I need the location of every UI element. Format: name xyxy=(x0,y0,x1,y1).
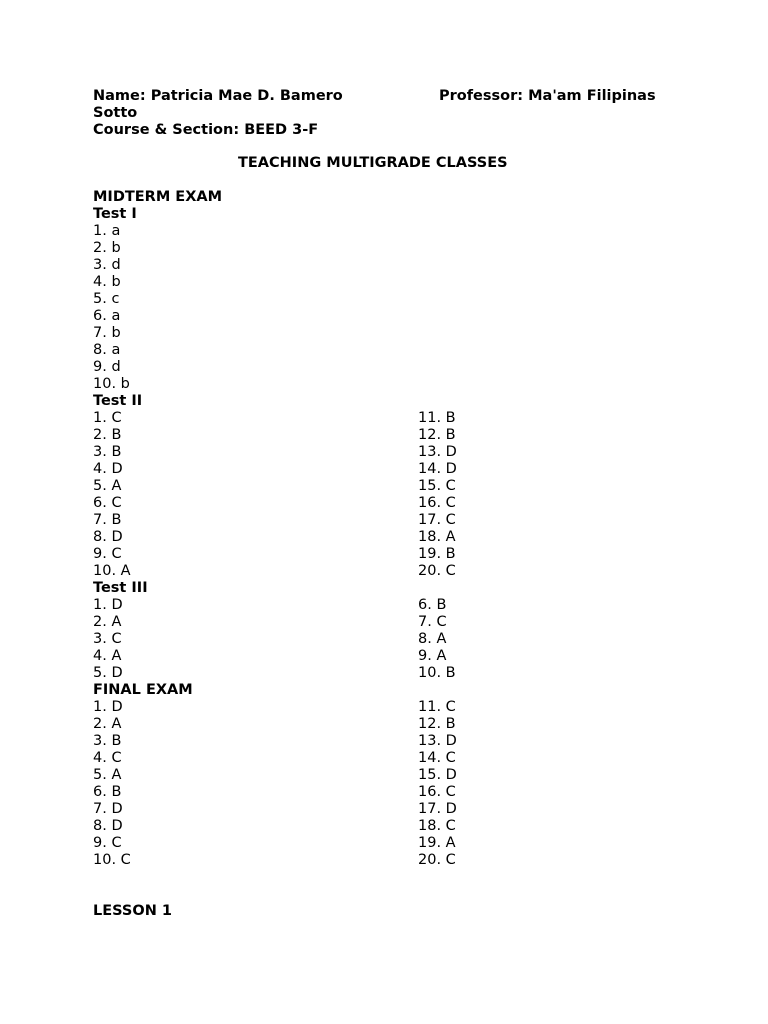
answer-item: 10. B xyxy=(418,665,456,681)
answer-item: 3. C xyxy=(93,631,122,647)
answer-item: 1. D xyxy=(93,597,123,613)
answer-item: 14. D xyxy=(418,461,457,477)
answer-item: 3. B xyxy=(93,733,122,749)
answer-item: 3. B xyxy=(93,444,122,460)
course-section: Course & Section: BEED 3-F xyxy=(93,122,319,138)
answer-item: 4. D xyxy=(93,461,123,477)
answer-item: 7. D xyxy=(93,801,123,817)
professor-name-continued: Sotto xyxy=(93,105,138,121)
answer-item: 5. D xyxy=(93,665,123,681)
lesson-heading: LESSON 1 xyxy=(93,903,172,919)
answer-item: 18. A xyxy=(418,529,456,545)
answer-item: 20. C xyxy=(418,852,456,868)
answer-item: 8. a xyxy=(93,342,121,358)
answer-item: 9. A xyxy=(418,648,447,664)
answer-item: 4. b xyxy=(93,274,121,290)
answer-item: 19. A xyxy=(418,835,456,851)
answer-item: 5. c xyxy=(93,291,120,307)
answer-item: 17. C xyxy=(418,512,456,528)
answer-item: 9. C xyxy=(93,835,122,851)
answer-item: 5. A xyxy=(93,767,122,783)
answer-item: 6. B xyxy=(418,597,447,613)
answer-item: 10. b xyxy=(93,376,130,392)
answer-item: 9. d xyxy=(93,359,121,375)
answer-item: 7. b xyxy=(93,325,121,341)
answer-item: 6. a xyxy=(93,308,121,324)
answer-item: 20. C xyxy=(418,563,456,579)
answer-item: 1. D xyxy=(93,699,123,715)
answer-item: 8. D xyxy=(93,529,123,545)
answer-item: 13. D xyxy=(418,444,457,460)
student-name: Name: Patricia Mae D. Bamero xyxy=(93,88,343,104)
answer-item: 13. D xyxy=(418,733,457,749)
answer-item: 4. A xyxy=(93,648,122,664)
answer-item: 1. C xyxy=(93,410,122,426)
answer-item: 7. B xyxy=(93,512,122,528)
answer-item: 6. C xyxy=(93,495,122,511)
answer-item: 12. B xyxy=(418,716,456,732)
answer-item: 15. C xyxy=(418,478,456,494)
answer-item: 10. A xyxy=(93,563,131,579)
answer-item: 1. a xyxy=(93,223,121,239)
answer-item: 17. D xyxy=(418,801,457,817)
answer-item: 8. A xyxy=(418,631,447,647)
answer-item: 16. C xyxy=(418,495,456,511)
answer-item: 11. B xyxy=(418,410,456,426)
test2-heading: Test II xyxy=(93,393,143,409)
test3-heading: Test III xyxy=(93,580,148,596)
answer-item: 14. C xyxy=(418,750,456,766)
professor-name: Professor: Ma'am Filipinas xyxy=(439,88,656,104)
final-exam-heading: FINAL EXAM xyxy=(93,682,193,698)
document-title: TEACHING MULTIGRADE CLASSES xyxy=(238,155,508,171)
answer-item: 19. B xyxy=(418,546,456,562)
answer-item: 3. d xyxy=(93,257,121,273)
midterm-heading: MIDTERM EXAM xyxy=(93,189,223,205)
answer-item: 16. C xyxy=(418,784,456,800)
answer-item: 10. C xyxy=(93,852,131,868)
answer-item: 5. A xyxy=(93,478,122,494)
answer-item: 15. D xyxy=(418,767,457,783)
answer-item: 8. D xyxy=(93,818,123,834)
answer-item: 7. C xyxy=(418,614,447,630)
answer-item: 9. C xyxy=(93,546,122,562)
answer-item: 2. A xyxy=(93,716,122,732)
answer-item: 18. C xyxy=(418,818,456,834)
answer-item: 6. B xyxy=(93,784,122,800)
answer-item: 2. B xyxy=(93,427,122,443)
answer-item: 2. b xyxy=(93,240,121,256)
answer-item: 11. C xyxy=(418,699,456,715)
answer-item: 4. C xyxy=(93,750,122,766)
test1-heading: Test I xyxy=(93,206,137,222)
answer-item: 2. A xyxy=(93,614,122,630)
answer-item: 12. B xyxy=(418,427,456,443)
